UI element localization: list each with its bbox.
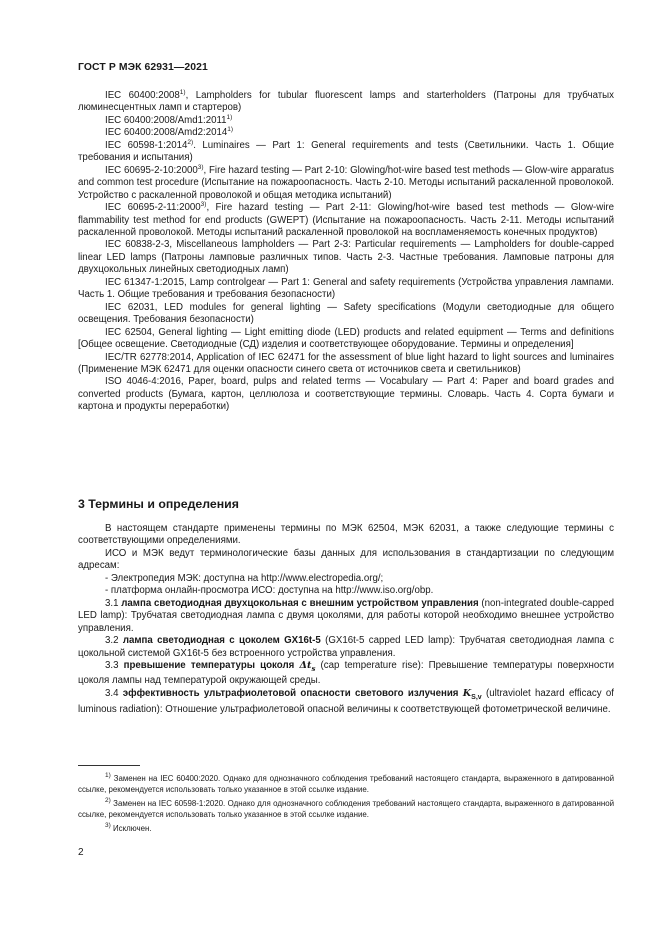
- term-3-4: 3.4 эффективность ультрафиолетовой опасности светового излучения $K_{S,v}$ (ultraviolet hazard efficacy of luminous radiation): Отношение ультрафиолетовой опасной величины к соответствующей фотометрической величине.: [78, 687, 615, 716]
- list-item: - Электропедия МЭК: доступна на http://www.electropedia.org/;: [105, 572, 384, 584]
- reference-item: ISO 4046-4:2016, Paper, board, pulps and related terms — Vocabulary — Part 4: Paper and board grades and converted products (Бумага, картон, целлюлоза и соответствующие термины. Словарь. Часть 4. Сорта бумаги и картона и продукты переработки): [78, 376, 614, 413]
- section-terms-definitions: [78, 497, 614, 717]
- term-3-2: 3.2 лампа светодиодная с цоколем GX16t-5 (GX16t-5 capped LED lamp): Трубчатая светодиодная лампа с цокольной системой GX16t-5 без встроенного устройства управления.: [78, 635, 614, 659]
- term-3-1: 3.1 лампа светодиодная двухцокольная с внешним устройством управления (non-integrated double-capped LED lamp): Трубчатая светодиодная лампа с двумя цоколями, для работы которой необходимо внешнее устройство управления.: [78, 597, 614, 634]
- reference-item: IEC 62031, LED modules for general lighting — Safety specifications (Модули светодиодные для общего освещения. Требования безопасности): [78, 301, 614, 326]
- term-name: эффективность ультрафиолетовой опасности светового излучения: [122, 687, 463, 699]
- reference-item: IEC 60400:2008/Amd1:2011$^{1)}$: [105, 113, 233, 126]
- reference-item: IEC/TR 62778:2014, Application of IEC 62471 for the assessment of blue light hazard to light sources and luminaires (Применение МЭК 62471 для оценки опасности синего света от источников света и светильников): [78, 351, 614, 375]
- reference-item: IEC 60695-2-11:2000$^{3)}$, Fire hazard testing — Part 2-11: Glowing/hot-wire based test methods — Glow-wire flammability test method for end products (GWEPT) (Испытание на пожароопасность. Часть 2-11. Методы испытаний раскаленной проволокой. Методы испытаний раскаленной проволокой на воспламеняемость конечных продуктов): [78, 201, 614, 238]
- reference-item: IEC 61347-1:2015, Lamp controlgear — Part 1: General and safety requirements (Устройства управления лампами. Часть 1. Общие требования и требования безопасности): [78, 276, 614, 301]
- reference-item: IEC 60695-2-10:2000$^{3)}$, Fire hazard testing — Part 2-10: Glowing/hot-wire based test methods — Glow-wire apparatus and common test procedure (Испытание на пожароопасность. Часть 2-10. Методы испытаний раскаленной проволокой. Устройство с раскаленной проволокой и общая методика испытаний): [78, 163, 614, 201]
- footnote: $^{2)}$ Заменен на IEC 60598-1:2020. Однако для однозначного соблюдения требований настоящего стандарта, выраженного в датированной ссылке, рекомендуется использовать только указанное в этой ссылке издание.: [78, 797, 614, 819]
- term-3-3: 3.3 превышение температуры цоколя $\Delta t_s$ (cap temperature rise): Превышение температуры поверхности цоколя лампы над температурой окружающей среды.: [78, 659, 614, 687]
- section-body: [78, 523, 614, 717]
- term-name: лампа светодиодная с цоколем GX16t-5: [122, 635, 321, 647]
- term-symbol: K: [462, 687, 472, 699]
- term-symbol-subscript: s: [311, 663, 316, 673]
- section-title: 3 Термины и определения: [78, 497, 239, 511]
- term-symbol: Δt: [299, 659, 312, 671]
- section-intro: ИСО и МЭК ведут терминологические базы данных для использования в стандартизации по следующим адресам:: [78, 547, 614, 572]
- section-intro: В настоящем стандарте применены термины по МЭК 62504, МЭК 62031, а также следующие термины с соответствующими определениями.: [78, 523, 614, 547]
- term-symbol-subscript: S,v: [471, 693, 482, 701]
- reference-item: IEC 60838-2-3, Miscellaneous lampholders — Part 2-3: Particular requirements — Lampholders for double-capped linear LED lamps (Патроны ламповые различных типов. Часть 2-3. Частные требования. Ламповые патроны для двухцокольных линейных светодиодных ламп): [78, 239, 614, 276]
- term-name: превышение температуры цоколя: [123, 659, 300, 671]
- reference-item: IEC 60598-1:2014$^{2)}$. Luminaires — Part 1: General requirements and tests (Светильники. Часть 1. Общие требования и испытания): [78, 138, 614, 164]
- footnote: $^{1)}$ Заменен на IEC 60400:2020. Однако для однозначного соблюдения требований настоящего стандарта, выраженного в датированной ссылке, рекомендуется использовать только указанное в этой ссылке издание.: [78, 772, 614, 794]
- footnote-divider: [78, 765, 140, 766]
- term-name: лампа светодиодная двухцокольная с внешним устройством управления: [121, 597, 479, 609]
- reference-item: IEC 60400:2008$^{1)}$, Lampholders for tubular fluorescent lamps and starterholders (Патроны для трубчатых люминесцентных ламп и стартеров): [78, 89, 614, 114]
- reference-item: IEC 60400:2008/Amd2:2014$^{1)}$: [105, 126, 234, 139]
- reference-item: IEC 62504, General lighting — Light emitting diode (LED) products and related equipment — Terms and definitions [Общее освещение. Светодиодные (СД) изделия и соответствующее оборудование. Термины и определения]: [78, 326, 614, 351]
- normative-references-list: [78, 90, 614, 414]
- footnotes: [78, 773, 614, 837]
- footnote: $^{3)}$ Исключен.: [105, 822, 152, 833]
- list-item: - платформа онлайн-просмотра ИСО: доступна на http://www.iso.org/obp.: [105, 585, 434, 597]
- document-header: ГОСТ Р МЭК 62931—2021: [78, 62, 208, 73]
- page-number: 2: [78, 847, 84, 858]
